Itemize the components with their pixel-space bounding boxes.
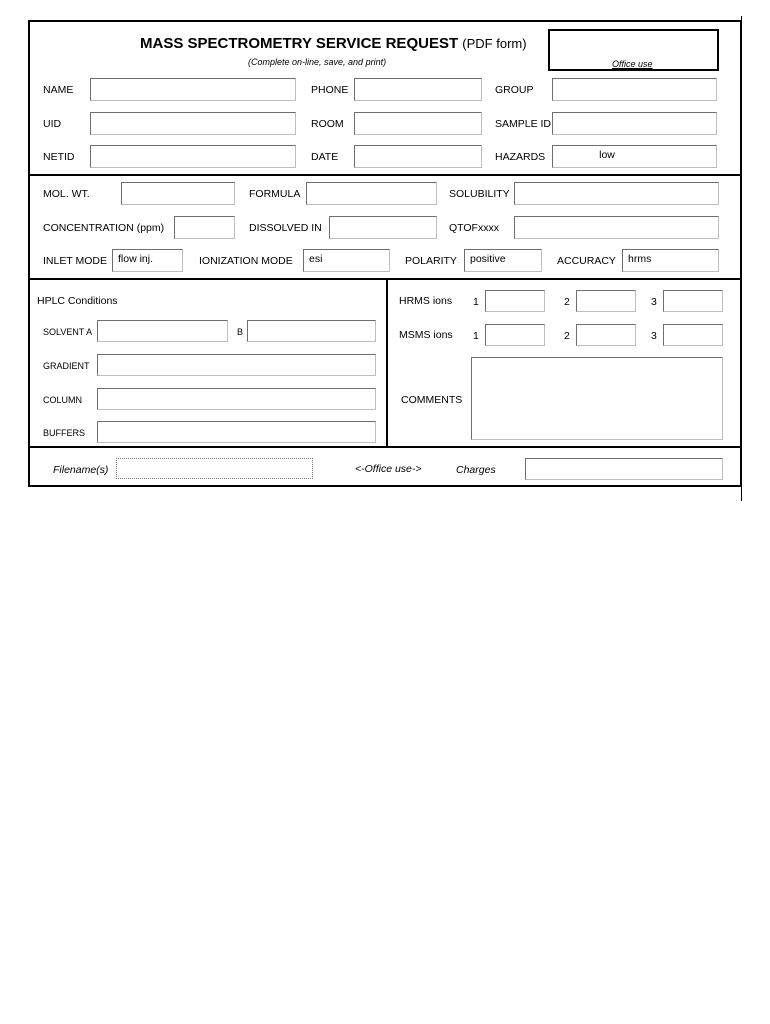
charges-label: Charges [456,464,496,476]
sample-id-field[interactable] [552,112,717,135]
date-label: DATE [311,151,339,163]
hrms-num-1: 1 [473,296,479,308]
accuracy-label: ACCURACY [557,255,616,267]
room-label: ROOM [311,118,344,130]
phone-field[interactable] [354,78,482,101]
edge-tick-top [741,16,742,24]
hrms-num-3: 3 [651,296,657,308]
inlet-mode-label: INLET MODE [43,255,107,267]
date-field[interactable] [354,145,482,168]
column-label: COLUMN [43,395,83,405]
hrms-num-2: 2 [564,296,570,308]
concentration-label: CONCENTRATION (ppm) [43,222,165,234]
buffers-label: BUFFERS [43,428,86,438]
mol-wt-field[interactable] [121,182,235,205]
charges-field[interactable] [525,458,723,480]
hrms-ion-2-field[interactable] [576,290,636,312]
solvent-b-label: B [237,327,244,337]
hazards-label: HAZARDS [495,151,546,163]
solvent-b-field[interactable] [247,320,376,342]
dissolved-in-field[interactable] [329,216,437,239]
hrms-ion-1-field[interactable] [485,290,545,312]
gradient-label: GRADIENT [43,361,90,371]
office-use-footer-label: <-Office use-> [355,463,422,475]
uid-field[interactable] [90,112,296,135]
msms-ion-2-field[interactable] [576,324,636,346]
filenames-label: Filename(s) [53,464,109,476]
formula-label: FORMULA [249,188,301,200]
column-field[interactable] [97,388,376,410]
msms-ion-3-field[interactable] [663,324,723,346]
msms-num-1: 1 [473,330,479,342]
qtof-field[interactable] [514,216,719,239]
qtof-label: QTOFxxxx [449,222,499,234]
msms-ion-1-field[interactable] [485,324,545,346]
group-label: GROUP [495,84,534,96]
comments-field[interactable] [471,357,723,440]
group-field[interactable] [552,78,717,101]
polarity-field[interactable]: positive [464,249,542,272]
gradient-field[interactable] [97,354,376,376]
section-divider-2 [28,278,742,280]
solvent-a-label: SOLVENT A [43,327,93,337]
buffers-field[interactable] [97,421,376,443]
concentration-field[interactable] [174,216,235,239]
form-title: MASS SPECTROMETRY SERVICE REQUEST (PDF form) [140,35,527,52]
hazards-field[interactable]: low [552,145,717,168]
hrms-ion-3-field[interactable] [663,290,723,312]
section-divider-1 [28,174,742,176]
mol-wt-label: MOL. WT. [43,188,90,200]
solubility-label: SOLUBILITY [449,188,510,200]
form-subtitle: (Complete on-line, save, and print) [248,57,387,67]
hrms-ions-label: HRMS ions [399,295,453,307]
hplc-section-label: HPLC Conditions [37,295,118,307]
phone-label: PHONE [311,84,349,96]
uid-label: UID [43,118,62,130]
section-divider-3 [28,446,742,448]
netid-field[interactable] [90,145,296,168]
netid-label: NETID [43,151,75,163]
column-divider [386,278,388,447]
filenames-field[interactable] [116,458,313,479]
sample-id-label: SAMPLE ID [495,118,552,130]
ionization-mode-label: IONIZATION MODE [199,255,293,267]
formula-field[interactable] [306,182,437,205]
inlet-mode-field[interactable]: flow inj. [112,249,183,272]
msms-num-2: 2 [564,330,570,342]
comments-label: COMMENTS [401,394,463,406]
msms-ions-label: MSMS ions [399,329,453,341]
solubility-field[interactable] [514,182,719,205]
dissolved-in-label: DISSOLVED IN [249,222,322,234]
accuracy-field[interactable]: hrms [622,249,719,272]
msms-num-3: 3 [651,330,657,342]
edge-tick-bottom [741,487,742,501]
polarity-label: POLARITY [405,255,457,267]
office-use-label: Office use [612,59,653,69]
ionization-mode-field[interactable]: esi [303,249,390,272]
solvent-a-field[interactable] [97,320,228,342]
name-field[interactable] [90,78,296,101]
room-field[interactable] [354,112,482,135]
name-label: NAME [43,84,74,96]
